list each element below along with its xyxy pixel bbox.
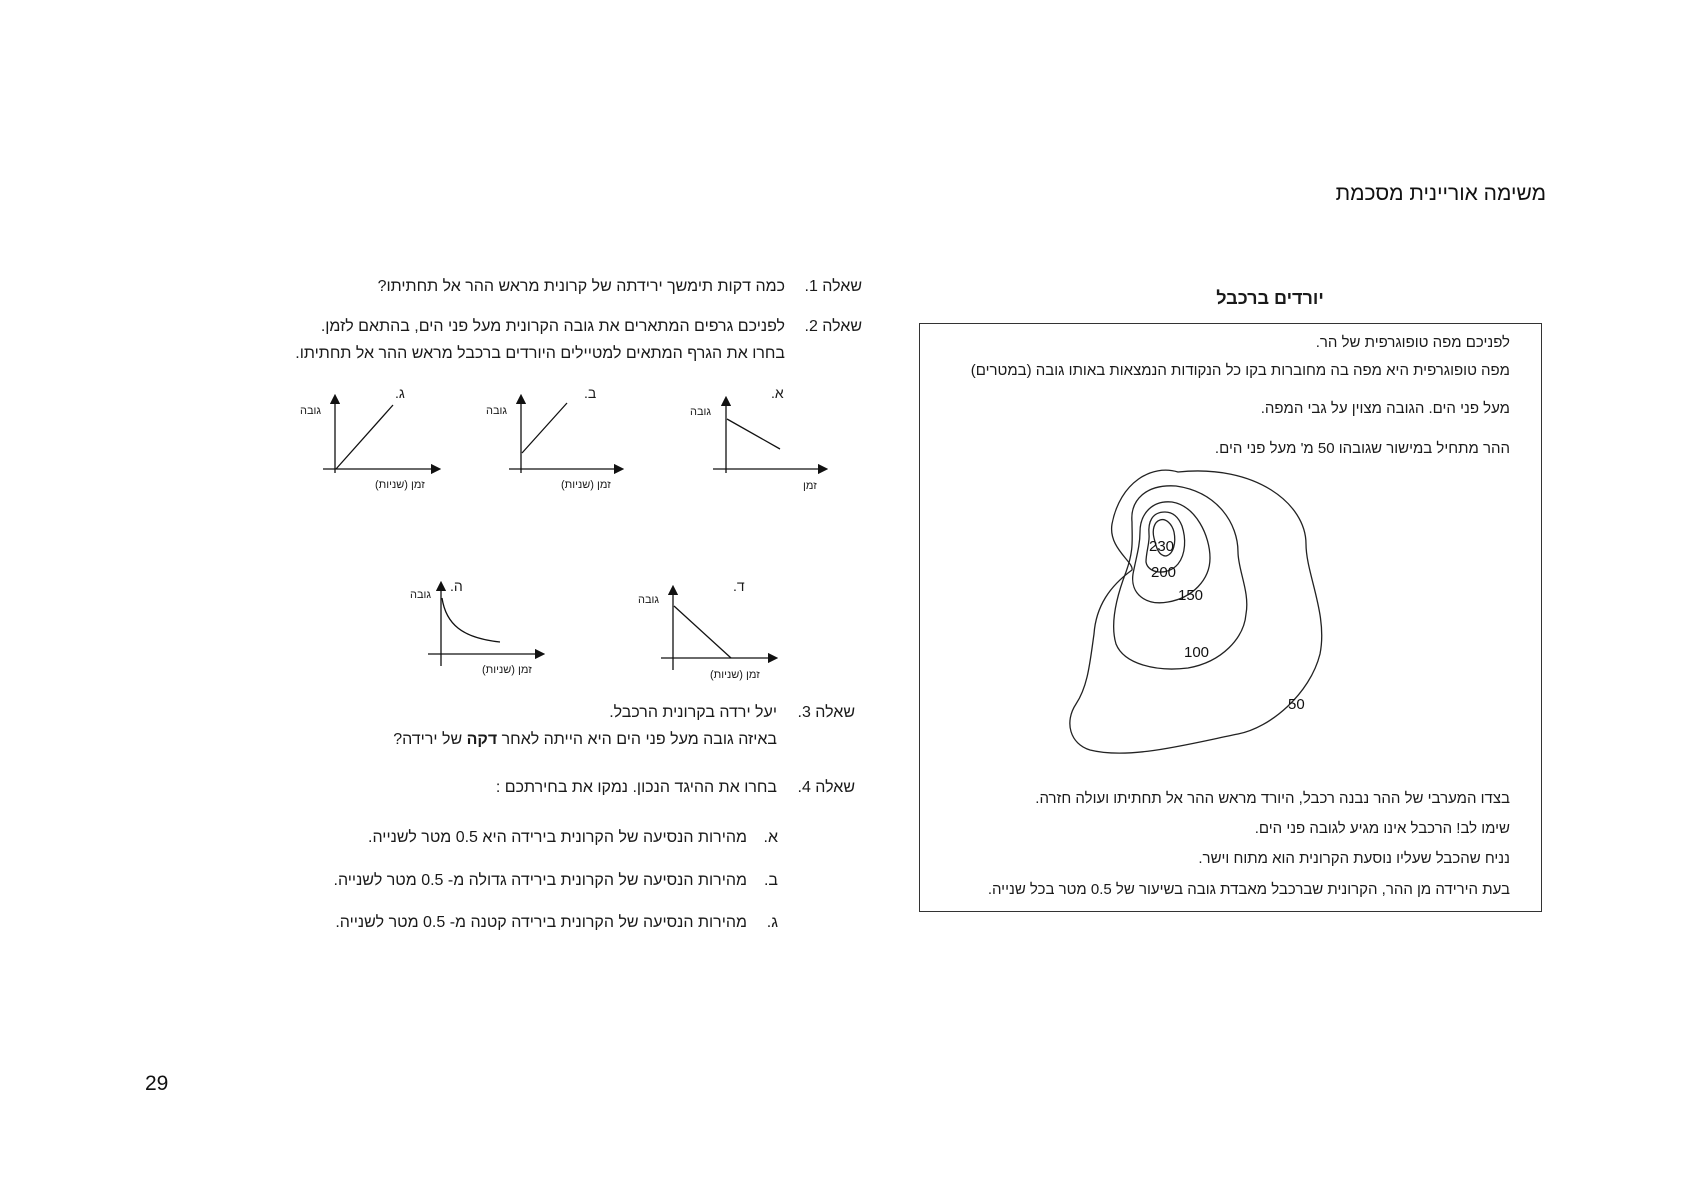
graph-d-x-label: זמן (שניות)	[710, 669, 760, 681]
outro-line: נניח שהכבל שעליו נוסעת הקרונית הוא מתוח וישר.	[1198, 850, 1510, 867]
q4-option-c-text: מהירות הנסיעה של הקרונית בירידה קטנה מ- 0.5 מטר לשנייה.	[335, 914, 747, 931]
q4-option-b-letter: ב.	[763, 872, 778, 889]
graph-b-y-label: גובה	[486, 405, 508, 417]
graph-c-y-label: גובה	[300, 405, 322, 417]
graph-d-y-label: גובה	[638, 594, 660, 606]
graph-c-letter: ג.	[395, 385, 405, 401]
intro-line: מעל פני הים. הגובה מצוין על גבי המפה.	[1260, 400, 1510, 417]
page-number: 29	[145, 1072, 169, 1095]
graph-c-x-label: זמן (שניות)	[375, 479, 425, 491]
q4-option-c-letter: ג.	[766, 914, 778, 931]
graph-e-curve	[442, 598, 500, 642]
outro-line: בצדו המערבי של ההר נבנה רכבל, היורד מראש ההר אל תחתיתו ועולה חזרה.	[1035, 790, 1510, 807]
contour-label-100: 100	[1184, 644, 1210, 661]
question-2-line: לפניכם גרפים המתארים את גובה הקרונית מעל פני הים, בהתאם לזמן.	[320, 318, 785, 335]
page-title: משימה אוריינית מסכמת	[1335, 182, 1546, 205]
outro-line: בעת הירידה מן ההר, הקרונית שברכבל מאבדת גובה בשיעור של 0.5 מטר בכל שנייה.	[987, 881, 1510, 898]
contour-label-50: 50	[1288, 696, 1305, 713]
contour-label-230: 230	[1149, 538, 1175, 555]
contour-100	[1114, 486, 1247, 669]
graph-a-line	[727, 419, 780, 449]
outro-line: שימו לב! הרכבל אינו מגיע לגובה פני הים.	[1254, 820, 1510, 837]
q4-option-b-text: מהירות הנסיעה של הקרונית בירידה גדולה מ- 0.5 מטר לשנייה.	[333, 872, 747, 889]
question-1-label: שאלה 1.	[804, 278, 862, 295]
graph-e-letter: ה.	[450, 578, 463, 594]
question-3-label: שאלה 3.	[797, 704, 855, 721]
question-2-label: שאלה 2.	[804, 318, 862, 335]
graph-c-line	[336, 405, 393, 469]
graph-b-line	[522, 403, 567, 453]
question-3-line2: באיזה גובה מעל פני הים היא הייתה לאחר דקה של ירידה?	[393, 731, 777, 748]
question-1-text: כמה דקות תימשך ירידתה של קרונית מראש ההר אל תחתיתו?	[377, 278, 785, 295]
q4-option-a-text: מהירות הנסיעה של הקרונית בירידה היא 0.5 מטר לשנייה.	[368, 829, 747, 846]
contour-label-150: 150	[1178, 587, 1204, 604]
intro-line: לפניכם מפה טופוגרפית של הר.	[1315, 334, 1510, 351]
question-4-text: בחרו את ההיגד הנכון. נמקו את בחירתכם :	[495, 779, 777, 796]
intro-line: ההר מתחיל במישור שגובהו 50 מ' מעל פני הים.	[1214, 440, 1510, 457]
graph-d-line	[674, 606, 731, 658]
contour-label-200: 200	[1151, 564, 1177, 581]
graph-a-letter: א.	[771, 385, 784, 401]
question-3-line1: יעל ירדה בקרונית הרכבל.	[609, 704, 777, 721]
question-3-bold-word: דקה	[466, 731, 498, 748]
story-title: יורדים ברכבל	[1216, 288, 1324, 308]
question-4-label: שאלה 4.	[797, 779, 855, 796]
graph-d-letter: ד.	[733, 578, 745, 594]
intro-line: מפה טופוגרפית היא מפה בה מחוברות בקו כל הנקודות הנמצאות באותו גובה (במטרים)	[970, 362, 1510, 379]
q4-option-a-letter: א.	[763, 829, 778, 846]
graph-a-y-label: גובה	[690, 406, 712, 418]
graph-e-y-label: גובה	[410, 589, 432, 601]
graph-e-x-label: זמן (שניות)	[482, 664, 532, 676]
question-2-line: בחרו את הגרף המתאים למטיילים היורדים ברכבל מראש ההר אל תחתיתו.	[295, 345, 785, 362]
graph-b-letter: ב.	[584, 385, 597, 401]
graph-a-x-label: זמן	[803, 480, 817, 492]
graph-b-x-label: זמן (שניות)	[561, 479, 611, 491]
story-box	[919, 323, 1542, 912]
contour-50	[1070, 470, 1322, 753]
